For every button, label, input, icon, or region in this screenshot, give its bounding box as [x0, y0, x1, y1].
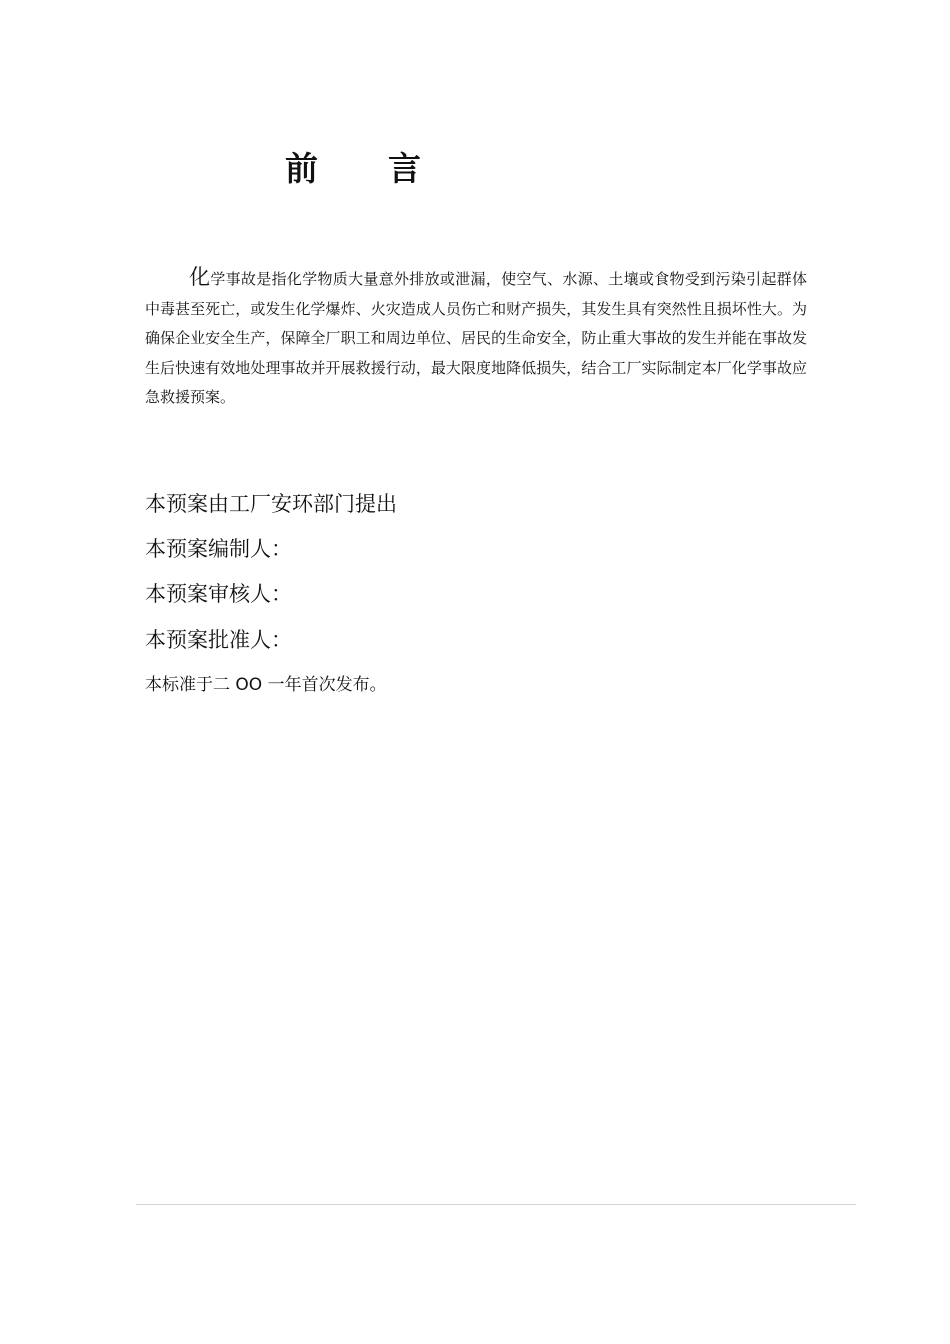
page-title [285, 148, 421, 190]
title-char-2: 言 [388, 149, 421, 188]
approver-line: 本预案批准人： [145, 628, 292, 652]
intro-body: 学事故是指化学物质大量意外排放或泄漏，使空气、水源、土壤或食物受到污染引起群体中毒甚至死亡，或发生化学爆炸、火灾造成人员伤亡和财产损失，其发生具有突然性且损坏性大。为确保企业安全生产，保障全厂职工和周边单位、居民的生命安全，防止重大事故的发生并能在事故发生后快速有效地处理事故并开展救援行动，最大限度地降低损失，结合工厂实际制定本厂化学事故应急救援预案。 [145, 270, 807, 406]
footer-divider [136, 1204, 856, 1205]
intro-paragraph [145, 263, 807, 413]
editor-line: 本预案编制人： [145, 537, 292, 561]
proposer-line: 本预案由工厂安环部门提出 [145, 492, 397, 516]
title-char-1: 前 [285, 149, 318, 188]
release-line: 本标准于二 OO 一年首次发布。 [145, 675, 387, 695]
intro-first-char: 化 [189, 265, 211, 289]
reviewer-line: 本预案审核人： [145, 582, 292, 606]
